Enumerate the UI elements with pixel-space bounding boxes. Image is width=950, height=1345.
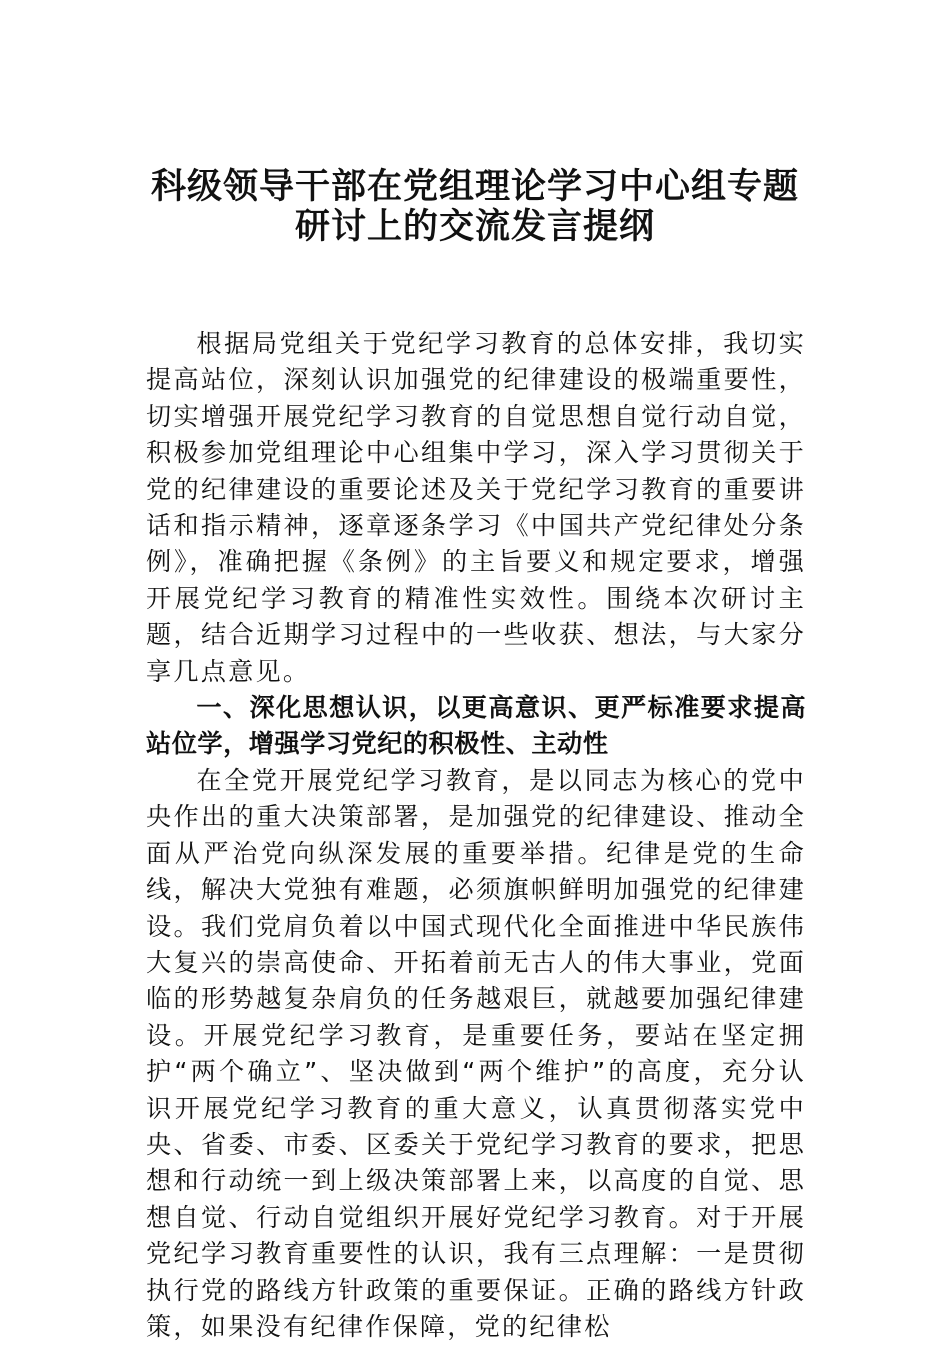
section-1-heading: 一、深化思想认识，以更高意识、更严标准要求提高站位学，增强学习党纪的积极性、主动性 <box>146 693 806 759</box>
intro-paragraph: 根据局党组关于党纪学习教育的总体安排，我切实提高站位，深刻认识加强党的纪律建设的极端重要性，切实增强开展党纪学习教育的自觉思想自觉行动自觉，积极参加党组理论中心组集中学习，深入学习贯彻关于党的纪律建设的重要论述及关于党纪学习教育的重要讲话和指示精神，逐章逐条学习《中国共产党纪律处分条例》，准确把握《条例》的主旨要义和规定要求，增强开展党纪学习教育的精准性实效性。围绕本次研讨主题，结合近期学习过程中的一些收获、想法，与大家分享几点意见。 <box>146 329 806 686</box>
document-body <box>146 326 806 1345</box>
document-title-line-1: 科级领导干部在党组理论学习中心组专题 <box>150 166 799 207</box>
document-title-line-2: 研讨上的交流发言提纲 <box>294 206 655 247</box>
section-1-paragraph: 在全党开展党纪学习教育，是以同志为核心的党中央作出的重大决策部署，是加强党的纪律建设、推动全面从严治党向纵深发展的重要举措。纪律是党的生命线，解决大党独有难题，必须旗帜鲜明加强党的纪律建设。我们党肩负着以中国式现代化全面推进中华民族伟大复兴的崇高使命、开拓着前无古人的伟大事业，党面临的形势越复杂肩负的任务越艰巨，就越要加强纪律建设。开展党纪学习教育，是重要任务，要站在坚定拥护“两个确立”、坚决做到“两个维护”的高度，充分认识开展党纪学习教育的重大意义，认真贯彻落实党中央、省委、市委、区委关于党纪学习教育的要求，把思想和行动统一到上级决策部署上来，以高度的自觉、思想自觉、行动自觉组织开展好党纪学习教育。对于开展党纪学习教育重要性的认识，我有三点理解：一是贯彻执行党的路线方针政策的重要保证。正确的路线方针政策，如果没有纪律作保障，党的纪律松 <box>146 765 806 1341</box>
